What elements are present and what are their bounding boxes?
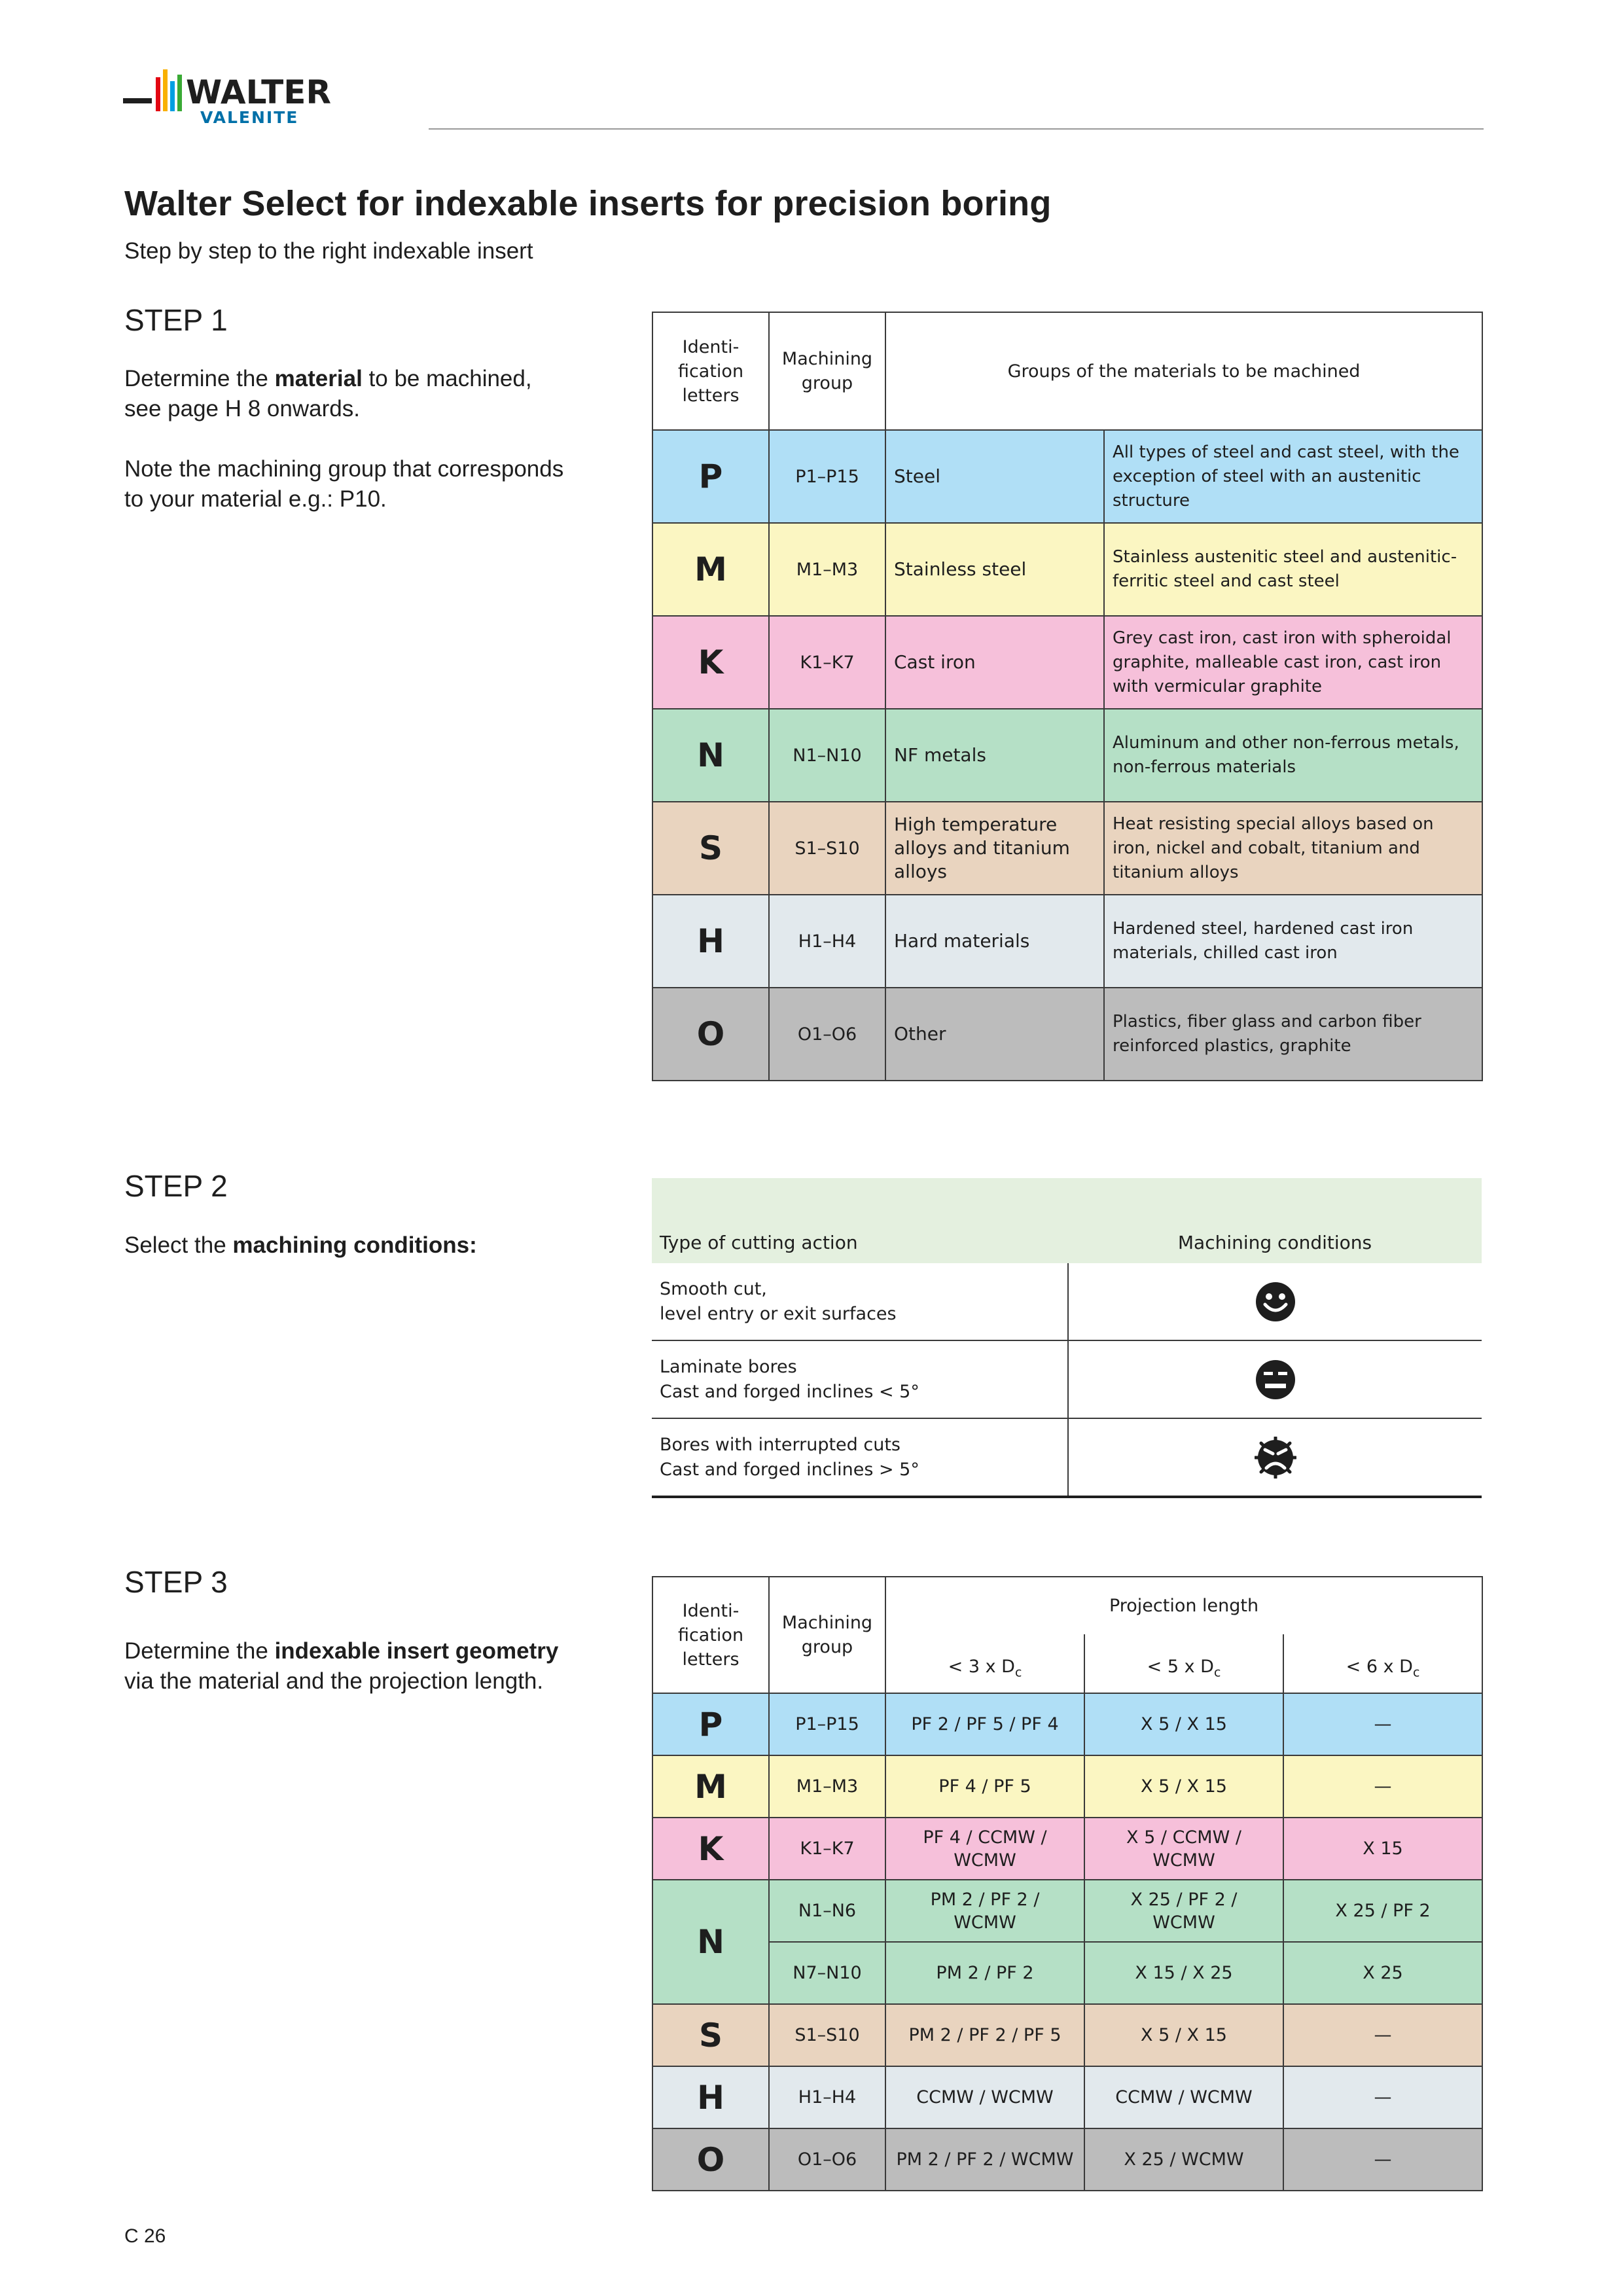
header-cutting-action-type: Type of cutting action: [652, 1178, 1068, 1263]
letter-cell: P: [652, 430, 769, 523]
letter-cell: M: [652, 523, 769, 616]
letter-cell: P: [652, 1693, 769, 1755]
step1-text: [124, 364, 569, 545]
conditions-table-header: [652, 1178, 1482, 1263]
header-6xd-text: < 6 x D: [1346, 1656, 1413, 1677]
step1-text-material: material: [274, 366, 363, 391]
material-row-m: [652, 523, 1482, 616]
letter-cell: H: [652, 895, 769, 988]
material-row-n: [652, 709, 1482, 802]
header-rule: [429, 128, 1484, 130]
header-machining-group: Machining group: [769, 312, 885, 430]
geometry-cell-5xdc: X 25 / WCMW: [1084, 2128, 1283, 2191]
material-name-cell: Other: [885, 988, 1104, 1081]
group-cell: M1–M3: [769, 1755, 885, 1818]
step3-text-a: Determine the: [124, 1638, 275, 1664]
geometry-cell-5xdc: X 5 / X 15: [1084, 2004, 1283, 2066]
header-machining-conditions: Machining conditions: [1068, 1178, 1482, 1263]
material-description-cell: Plastics, fiber glass and carbon fiber reinforced plastics, graphite: [1104, 988, 1482, 1081]
geometry-row-h: [652, 2066, 1482, 2128]
cutting-action-line-1: Laminate bores: [660, 1356, 797, 1377]
geometry-cell-3xdc: PM 2 / PF 2 / WCMW: [885, 2128, 1084, 2191]
material-row-o: [652, 988, 1482, 1081]
material-description-cell: All types of steel and cast steel, with the exception of steel with an austenitic structure: [1104, 430, 1482, 523]
material-row-k: [652, 616, 1482, 709]
material-description-cell: Hardened steel, hardened cast iron materials, chilled cast iron: [1104, 895, 1482, 988]
header-6xd-subscript: c: [1412, 1665, 1420, 1679]
material-name-cell: NF metals: [885, 709, 1104, 802]
group-cell: S1–S10: [769, 802, 885, 895]
step3-text: [124, 1636, 622, 1696]
logo-wordmark-valenite: VALENITE: [200, 108, 299, 127]
geometry-cell-5xdc: X 5 / CCMW / WCMW: [1084, 1818, 1283, 1880]
step2-text: [124, 1230, 582, 1261]
cutting-action-cell: [652, 1263, 1068, 1340]
step1-text-c: to be machined, see page H 8 onwards.: [124, 366, 532, 422]
group-cell: M1–M3: [769, 523, 885, 616]
geometry-cell-3xdc: PF 4 / PF 5: [885, 1755, 1084, 1818]
letter-cell: N: [652, 1880, 769, 2004]
geometry-cell-3xdc: PM 2 / PF 2 / PF 5: [885, 2004, 1084, 2066]
material-description-cell: Heat resisting special alloys based on iron, nickel and cobalt, titanium and titanium alloys: [1104, 802, 1482, 895]
page-subtitle: Step by step to the right indexable insert: [124, 238, 533, 264]
group-cell: P1–P15: [769, 430, 885, 523]
step2-title: STEP 2: [124, 1169, 228, 1203]
geometry-cell-3xdc: PM 2 / PF 2: [885, 1942, 1084, 2004]
geometry-cell-6xdc: X 25: [1283, 1942, 1482, 2004]
walter-valenite-logo: [123, 58, 404, 130]
geometry-row-k: [652, 1818, 1482, 1880]
step1-paragraph-1: [124, 364, 569, 424]
step2-text-a: Select the: [124, 1232, 233, 1258]
material-row-p: [652, 430, 1482, 523]
geometry-cell-6xdc: X 15: [1283, 1818, 1482, 1880]
group-cell: O1–O6: [769, 988, 885, 1081]
unfavourable-conditions-face-icon: [1255, 1437, 1296, 1479]
header-projection-3xdc: [885, 1634, 1084, 1693]
step3-text-c: via the material and the projection length.: [124, 1668, 544, 1694]
letter-cell: O: [652, 2128, 769, 2191]
letter-cell: M: [652, 1755, 769, 1818]
header-5xd-subscript: c: [1213, 1665, 1221, 1679]
step2-text-machining-conditions: machining conditions:: [232, 1232, 477, 1258]
letter-cell: S: [652, 802, 769, 895]
page-title: Walter Select for indexable inserts for precision boring: [124, 184, 1052, 223]
geometry-cell-5xdc: X 15 / X 25: [1084, 1942, 1283, 2004]
letter-cell: O: [652, 988, 769, 1081]
step1-text-a: Determine the: [124, 366, 275, 391]
geometry-row-n7-n10: [652, 1942, 1482, 2004]
header-3xd-subscript: c: [1014, 1665, 1022, 1679]
geometry-row-m: [652, 1755, 1482, 1818]
group-cell: K1–K7: [769, 1818, 885, 1880]
step1-title: STEP 1: [124, 303, 228, 337]
header-5xd-text: < 5 x D: [1147, 1656, 1214, 1677]
group-cell: H1–H4: [769, 895, 885, 988]
geometry-cell-3xdc: PM 2 / PF 2 / WCMW: [885, 1880, 1084, 1942]
geometry-cell-5xdc: X 5 / X 15: [1084, 1755, 1283, 1818]
group-cell: S1–S10: [769, 2004, 885, 2066]
group-cell: N7–N10: [769, 1942, 885, 2004]
cutting-action-line-1: Bores with interrupted cuts: [660, 1434, 901, 1455]
cutting-action-line-2: Cast and forged inclines < 5°: [660, 1381, 919, 1402]
condition-icon-cell: [1068, 1340, 1482, 1418]
letter-cell: K: [652, 616, 769, 709]
group-cell: P1–P15: [769, 1693, 885, 1755]
cutting-action-line-1: Smooth cut,: [660, 1278, 767, 1299]
logo-wordmark-walter: WALTER: [186, 73, 331, 111]
header-projection-5xdc: [1084, 1634, 1283, 1693]
materials-table: [652, 312, 1483, 1081]
material-name-cell: Steel: [885, 430, 1104, 523]
step3-text-insert-geometry: indexable insert geometry: [274, 1638, 559, 1664]
insert-geometry-table: [652, 1576, 1483, 2191]
material-name-cell: Cast iron: [885, 616, 1104, 709]
machining-conditions-table: [652, 1178, 1482, 1498]
header-3xd-text: < 3 x D: [948, 1656, 1015, 1677]
geometry-cell-6xdc: —: [1283, 1693, 1482, 1755]
geometry-cell-6xdc: —: [1283, 2004, 1482, 2066]
letter-cell: S: [652, 2004, 769, 2066]
geometry-cell-5xdc: X 5 / X 15: [1084, 1693, 1283, 1755]
geometry-cell-6xdc: X 25 / PF 2: [1283, 1880, 1482, 1942]
header-projection-6xdc: [1283, 1634, 1482, 1693]
geometry-row-o: [652, 2128, 1482, 2191]
cutting-action-line-2: Cast and forged inclines > 5°: [660, 1459, 919, 1480]
materials-table-header: [652, 312, 1482, 430]
cutting-action-cell: [652, 1418, 1068, 1497]
letter-cell: N: [652, 709, 769, 802]
geometry-table-header-top: [652, 1577, 1482, 1634]
condition-row-normal: [652, 1340, 1482, 1418]
material-name-cell: High temperature alloys and titanium alloys: [885, 802, 1104, 895]
geometry-cell-6xdc: —: [1283, 2066, 1482, 2128]
header-material-groups: Groups of the materials to be machined: [885, 312, 1482, 430]
header-identification-letters: Identi-fication letters: [652, 1577, 769, 1693]
material-row-s: [652, 802, 1482, 895]
header-projection-length: Projection length: [885, 1577, 1482, 1634]
good-conditions-face-icon: [1255, 1281, 1296, 1323]
group-cell: K1–K7: [769, 616, 885, 709]
geometry-cell-6xdc: —: [1283, 2128, 1482, 2191]
geometry-cell-3xdc: PF 2 / PF 5 / PF 4: [885, 1693, 1084, 1755]
cutting-action-cell: [652, 1340, 1068, 1418]
page-number: C 26: [124, 2225, 166, 2247]
geometry-row-s: [652, 2004, 1482, 2066]
geometry-cell-5xdc: CCMW / WCMW: [1084, 2066, 1283, 2128]
material-name-cell: Stainless steel: [885, 523, 1104, 616]
letter-cell: K: [652, 1818, 769, 1880]
geometry-cell-6xdc: —: [1283, 1755, 1482, 1818]
geometry-row-n1-n6: [652, 1880, 1482, 1942]
group-cell: N1–N10: [769, 709, 885, 802]
geometry-cell-3xdc: CCMW / WCMW: [885, 2066, 1084, 2128]
geometry-cell-5xdc: X 25 / PF 2 / WCMW: [1084, 1880, 1283, 1942]
condition-icon-cell: [1068, 1418, 1482, 1497]
group-cell: H1–H4: [769, 2066, 885, 2128]
step1-paragraph-2: Note the machining group that corresponds to your material e.g.: P10.: [124, 456, 564, 512]
cutting-action-line-2: level entry or exit surfaces: [660, 1303, 897, 1324]
geometry-cell-3xdc: PF 4 / CCMW / WCMW: [885, 1818, 1084, 1880]
header-machining-group: Machining group: [769, 1577, 885, 1693]
group-cell: O1–O6: [769, 2128, 885, 2191]
material-name-cell: Hard materials: [885, 895, 1104, 988]
material-description-cell: Aluminum and other non-ferrous metals, non-ferrous materials: [1104, 709, 1482, 802]
condition-icon-cell: [1068, 1263, 1482, 1340]
condition-row-good: [652, 1263, 1482, 1340]
group-cell: N1–N6: [769, 1880, 885, 1942]
material-row-h: [652, 895, 1482, 988]
material-description-cell: Grey cast iron, cast iron with spheroidal graphite, malleable cast iron, cast iron with vermicular graphite: [1104, 616, 1482, 709]
geometry-row-p: [652, 1693, 1482, 1755]
material-description-cell: Stainless austenitic steel and austenitic-ferritic steel and cast steel: [1104, 523, 1482, 616]
header-identification-letters: Identi-fication letters: [652, 312, 769, 430]
step3-title: STEP 3: [124, 1565, 228, 1599]
condition-row-unfavourable: [652, 1418, 1482, 1497]
normal-conditions-face-icon: [1255, 1359, 1296, 1401]
letter-cell: H: [652, 2066, 769, 2128]
